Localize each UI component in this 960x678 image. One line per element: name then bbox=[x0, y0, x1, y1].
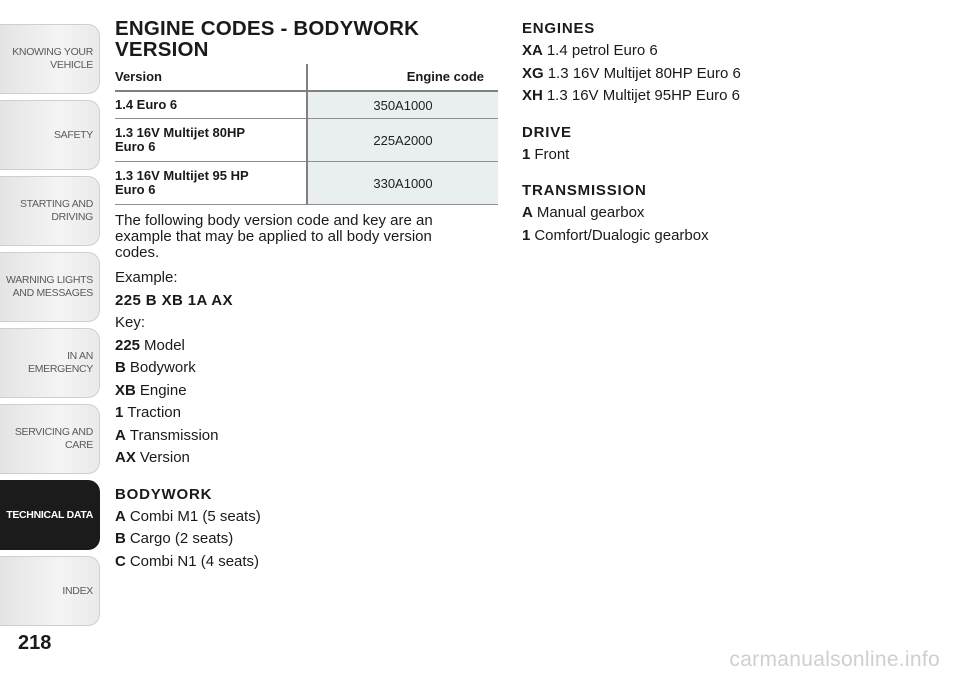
key-code: AX bbox=[115, 449, 136, 466]
watermark: carmanualsonline.info bbox=[729, 648, 940, 671]
tab-starting-and-driving[interactable] bbox=[0, 176, 100, 246]
tab-label: KNOWING YOUR VEHICLE bbox=[12, 46, 93, 71]
version-text: Euro 6 bbox=[115, 182, 156, 197]
item-code: C bbox=[115, 552, 126, 570]
column-header-engine-code: Engine code bbox=[307, 64, 498, 91]
tab-label: SAFETY bbox=[53, 128, 93, 141]
tab-index[interactable] bbox=[0, 556, 100, 626]
key-label: Key: bbox=[115, 314, 146, 331]
tab-label: SERVICING AND CARE bbox=[14, 426, 93, 451]
column-header-version: Version bbox=[115, 64, 307, 91]
item-desc: Manual gearbox bbox=[536, 204, 645, 221]
left-column bbox=[115, 18, 500, 573]
item-desc: Comfort/Dualogic gearbox bbox=[534, 226, 709, 244]
key-desc: Bodywork bbox=[129, 359, 196, 376]
key-code: 1 bbox=[115, 404, 124, 421]
list-item bbox=[115, 528, 500, 551]
tab-label: TECHNICAL DATA bbox=[6, 508, 93, 521]
version-cell bbox=[115, 162, 307, 205]
tab-in-an-emergency[interactable] bbox=[0, 328, 100, 398]
item-code: B bbox=[115, 530, 126, 547]
list-item bbox=[522, 225, 942, 248]
intro-paragraph: The following body version code and key are an example that may be applied to all body version codes. bbox=[115, 212, 433, 261]
key-desc: Traction bbox=[127, 404, 181, 421]
tab-label: WARNING LIGHTS AND MESSAGES bbox=[6, 274, 93, 299]
list-item bbox=[115, 506, 500, 529]
version-text: Euro 6 bbox=[115, 139, 156, 154]
item-code: A bbox=[522, 204, 533, 221]
item-desc: Front bbox=[534, 145, 570, 163]
page-title bbox=[115, 18, 500, 60]
version-text: 1.3 16V Multijet 80HP bbox=[115, 125, 246, 140]
list-item bbox=[522, 85, 942, 108]
key-code: A bbox=[115, 426, 126, 444]
key-code: B bbox=[115, 359, 126, 376]
transmission-heading: TRANSMISSION bbox=[522, 182, 647, 199]
item-code: A bbox=[115, 507, 126, 525]
item-code: XH bbox=[522, 87, 543, 104]
transmission-section bbox=[522, 180, 942, 247]
item-desc: 1.4 petrol Euro 6 bbox=[546, 42, 658, 59]
item-code: XA bbox=[522, 42, 543, 59]
key-desc: Engine bbox=[139, 381, 187, 399]
item-desc: Cargo (2 seats) bbox=[129, 530, 234, 547]
page-number: 218 bbox=[18, 632, 52, 654]
example-label: Example: bbox=[115, 269, 178, 286]
drive-section bbox=[522, 122, 942, 167]
table-row bbox=[115, 119, 498, 162]
list-item bbox=[115, 402, 500, 425]
example-value: 225 B XB 1A AX bbox=[115, 291, 233, 309]
list-item bbox=[115, 335, 500, 358]
key-list bbox=[115, 335, 500, 470]
engine-code-cell: 225A2000 bbox=[307, 119, 498, 162]
table-row bbox=[115, 91, 498, 119]
list-item bbox=[115, 551, 500, 574]
right-column bbox=[522, 18, 942, 247]
tab-servicing-and-care[interactable] bbox=[0, 404, 100, 474]
tab-knowing-your-vehicle[interactable] bbox=[0, 24, 100, 94]
engine-code-table bbox=[115, 64, 498, 205]
item-desc: 1.3 16V Multijet 80HP Euro 6 bbox=[547, 64, 741, 82]
version-text: 1.3 16V Multijet 95 HP bbox=[115, 168, 249, 183]
version-cell bbox=[115, 91, 307, 119]
key-code: XB bbox=[115, 381, 136, 399]
key-desc: Transmission bbox=[129, 426, 219, 444]
version-cell bbox=[115, 119, 307, 162]
table-row bbox=[115, 162, 498, 205]
engines-section bbox=[522, 18, 942, 108]
tab-label: STARTING AND DRIVING bbox=[19, 198, 93, 223]
tab-label: IN AN EMERGENCY bbox=[28, 350, 93, 375]
list-item bbox=[522, 63, 942, 86]
drive-heading: DRIVE bbox=[522, 123, 572, 141]
list-item bbox=[522, 40, 942, 63]
tab-safety[interactable] bbox=[0, 100, 100, 170]
item-code: XG bbox=[522, 64, 544, 82]
key-code: 225 bbox=[115, 336, 141, 354]
tab-label: INDEX bbox=[62, 584, 93, 597]
list-item bbox=[115, 380, 500, 403]
version-text: 1.4 Euro 6 bbox=[115, 97, 178, 112]
list-item bbox=[115, 357, 500, 380]
engine-code-cell: 330A1000 bbox=[307, 162, 498, 205]
item-code: 1 bbox=[522, 226, 531, 244]
engines-heading: ENGINES bbox=[522, 20, 596, 37]
page-title-line-2: VERSION bbox=[115, 38, 209, 61]
item-desc: 1.3 16V Multijet 95HP Euro 6 bbox=[546, 87, 741, 104]
engine-code-cell: 350A1000 bbox=[307, 91, 498, 119]
item-code: 1 bbox=[522, 145, 531, 163]
table-header-row bbox=[115, 64, 498, 91]
item-desc: Combi M1 (5 seats) bbox=[129, 507, 261, 525]
list-item bbox=[522, 202, 942, 225]
tab-technical-data[interactable] bbox=[0, 480, 100, 550]
page-title-line-1: ENGINE CODES - BODYWORK bbox=[115, 17, 420, 40]
list-item bbox=[522, 144, 942, 167]
key-desc: Version bbox=[139, 449, 190, 466]
tab-warning-lights[interactable] bbox=[0, 252, 100, 322]
bodywork-heading: BODYWORK bbox=[115, 485, 213, 503]
bodywork-section bbox=[115, 484, 500, 574]
key-desc: Model bbox=[144, 336, 185, 354]
list-item bbox=[115, 425, 500, 448]
item-desc: Combi N1 (4 seats) bbox=[129, 552, 260, 570]
list-item bbox=[115, 447, 500, 470]
